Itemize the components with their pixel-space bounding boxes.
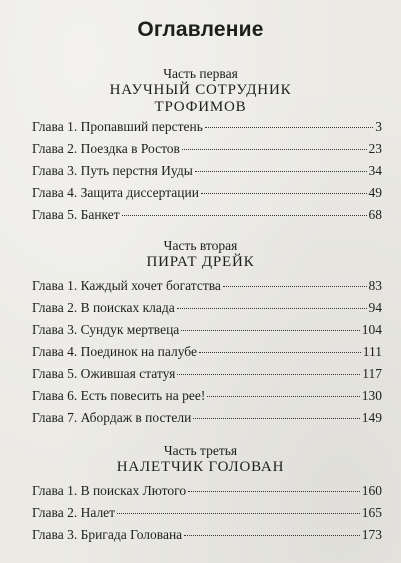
part-heading-3: [0, 443, 401, 476]
chapter-title: Глава 4. Поединок на палубе: [32, 344, 197, 359]
page-number: 117: [362, 366, 382, 381]
dot-leader: [195, 171, 367, 172]
toc-entry[interactable]: [32, 344, 382, 366]
toc-entry[interactable]: [32, 119, 382, 141]
part-heading-1: [0, 66, 401, 116]
toc-entry[interactable]: [32, 185, 382, 207]
dot-leader: [201, 193, 367, 194]
dot-leader: [193, 418, 359, 419]
chapter-title: Глава 2. В поисках клада: [32, 300, 175, 315]
page-number: 165: [361, 505, 382, 520]
dot-leader: [177, 374, 360, 375]
part-label: Часть вторая: [163, 238, 238, 253]
dot-leader: [181, 330, 359, 331]
page-number: 94: [368, 300, 382, 315]
toc-entry[interactable]: [32, 410, 382, 432]
toc-entry[interactable]: [32, 141, 382, 163]
page-number: 49: [368, 185, 382, 200]
dot-leader: [205, 127, 373, 128]
toc-entry[interactable]: [32, 278, 382, 300]
chapter-title: Глава 1. В поисках Лютого: [32, 483, 187, 498]
chapter-title: Глава 2. Налет: [32, 505, 116, 520]
page-number: 83: [368, 278, 382, 293]
dot-leader: [117, 513, 360, 514]
chapter-title: Глава 1. Пропавший перстень: [32, 119, 203, 134]
dot-leader: [207, 396, 359, 397]
chapter-title: Глава 3. Путь перстня Иуды: [32, 163, 193, 178]
toc-entry[interactable]: [32, 388, 382, 410]
dot-leader: [223, 286, 367, 287]
page-number: 34: [368, 163, 382, 178]
page-number: 3: [375, 119, 382, 134]
page-number: 149: [361, 410, 382, 425]
dot-leader: [199, 352, 361, 353]
toc-entry[interactable]: [32, 366, 382, 388]
chapter-list-part-3: [32, 483, 382, 549]
page-title: Оглавление: [137, 18, 264, 41]
chapter-title: Глава 4. Защита диссертации: [32, 185, 199, 200]
toc-entry[interactable]: [32, 300, 382, 322]
part-name-line: ПИРАТ ДРЕЙК: [146, 254, 255, 270]
page-number: 111: [362, 344, 382, 359]
toc-entry[interactable]: [32, 505, 382, 527]
dot-leader: [188, 491, 360, 492]
part-label: Часть первая: [163, 66, 238, 81]
chapter-title: Глава 6. Есть повесить на рее!: [32, 388, 206, 403]
toc-entry[interactable]: [32, 207, 382, 229]
dot-leader: [182, 149, 367, 150]
chapter-title: Глава 3. Бригада Голована: [32, 527, 183, 542]
toc-entry[interactable]: [32, 527, 382, 549]
dot-leader: [122, 215, 367, 216]
page-number: 173: [361, 527, 382, 542]
toc-entry[interactable]: [32, 163, 382, 185]
chapter-list-part-1: [32, 119, 382, 229]
part-name-line: НАУЧНЫЙ СОТРУДНИК: [109, 82, 292, 98]
chapter-title: Глава 5. Банкет: [32, 207, 120, 222]
page-number: 23: [368, 141, 382, 156]
dot-leader: [177, 308, 367, 309]
dot-leader: [184, 535, 360, 536]
page-number: 104: [361, 322, 382, 337]
page-number: 68: [368, 207, 382, 222]
toc-entry[interactable]: [32, 483, 382, 505]
chapter-title: Глава 5. Ожившая статуя: [32, 366, 176, 381]
page-number: 160: [361, 483, 382, 498]
chapter-title: Глава 7. Абордаж в постели: [32, 410, 192, 425]
chapter-title: Глава 1. Каждый хочет богатства: [32, 278, 221, 293]
chapter-title: Глава 2. Поездка в Ростов: [32, 141, 180, 156]
part-heading-2: [0, 238, 401, 271]
page-number: 130: [361, 388, 382, 403]
chapter-title: Глава 3. Сундук мертвеца: [32, 322, 180, 337]
part-name-line: НАЛЕТЧИК ГОЛОВАН: [116, 459, 285, 475]
part-label: Часть третья: [163, 443, 238, 458]
toc-entry[interactable]: [32, 322, 382, 344]
part-name-line: ТРОФИМОВ: [154, 99, 247, 115]
chapter-list-part-2: [32, 278, 382, 432]
